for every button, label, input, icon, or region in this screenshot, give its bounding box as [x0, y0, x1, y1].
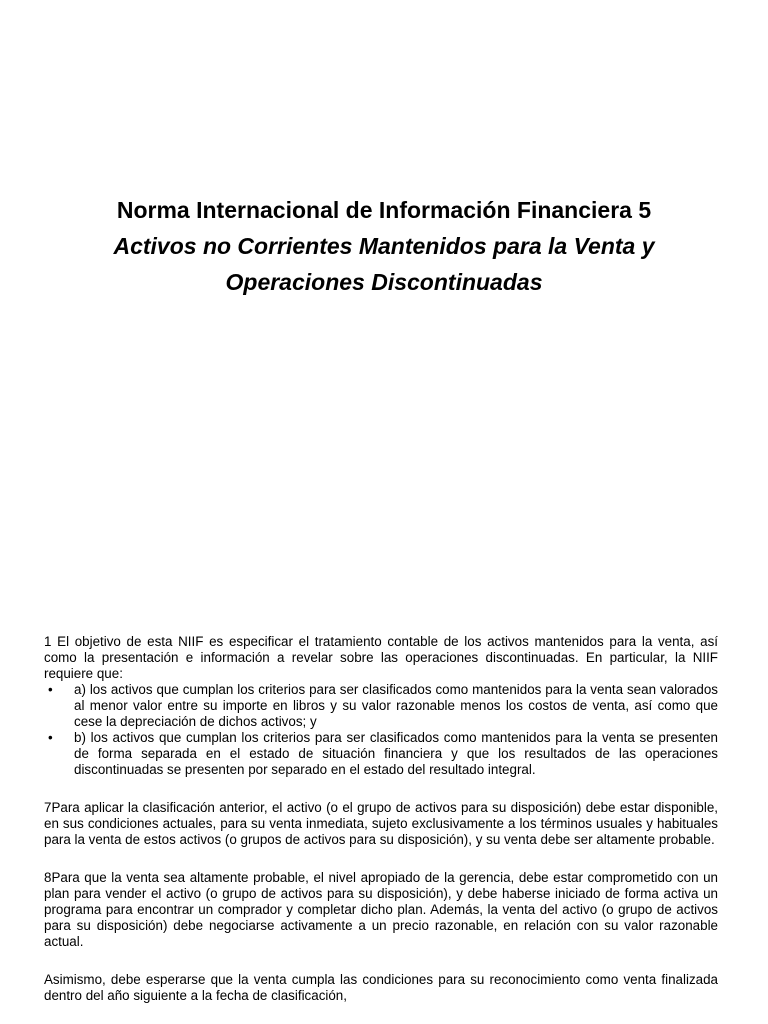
- paragraph-8: 8Para que la venta sea altamente probable, el nivel apropiado de la gerencia, debe estar comprometido con un plan para vender el activo (o grupo de activos para su disposición), y debe haberse iniciado de forma activa un programa para encontrar un comprador y completar dicho plan. Además, la venta del activo (o grupo de activos para su disposición) debe negociarse activamente a un precio razonable, en relación con su valor razonable actual.: [44, 870, 718, 949]
- paragraph-9: Asimismo, debe esperarse que la venta cumpla las condiciones para su reconocimiento como venta finalizada dentro del año siguiente a la fecha de clasificación,: [44, 972, 718, 1003]
- document-title: Norma Internacional de Información Financiera 5: [116, 197, 652, 223]
- list-item: [44, 730, 718, 778]
- requirements-list: [44, 682, 718, 778]
- paragraph-spacer: [44, 848, 718, 870]
- list-item-text: b) los activos que cumplan los criterios para ser clasificados como mantenidos para la venta se presenten de forma separada en el estado de situación financiera y que los resultados de las operaciones discontinuadas se presenten por separado en el estado del resultado integral.: [74, 730, 718, 777]
- bullet-icon: •: [48, 730, 53, 745]
- document-subtitle-line2: Operaciones Discontinuadas: [225, 269, 543, 295]
- paragraph-1: 1 El objetivo de esta NIIF es especificar el tratamiento contable de los activos mantenidos para la venta, así como la presentación e información a revelar sobre las operaciones discontinuadas. En particular, la NIIF requiere que:: [44, 634, 718, 681]
- document-body: [44, 634, 718, 1004]
- list-item: [44, 682, 718, 730]
- paragraph-spacer: [44, 778, 718, 800]
- bullet-icon: •: [48, 682, 53, 697]
- document-subtitle-line1: Activos no Corrientes Mantenidos para la Venta y: [113, 233, 655, 259]
- list-item-text: a) los activos que cumplan los criterios para ser clasificados como mantenidos para la venta sean valorados al menor valor entre su importe en libros y su valor razonable menos los costos de venta, así como que cese la depreciación de dichos activos; y: [74, 682, 718, 729]
- paragraph-spacer: [44, 950, 718, 972]
- paragraph-7: 7Para aplicar la clasificación anterior, el activo (o el grupo de activos para su disposición) debe estar disponible, en sus condiciones actuales, para su venta inmediata, sujeto exclusivamente a los términos usuales y habituales para la venta de estos activos (o grupos de activos para su disposición), y su venta debe ser altamente probable.: [44, 800, 718, 847]
- title-block: [40, 192, 728, 300]
